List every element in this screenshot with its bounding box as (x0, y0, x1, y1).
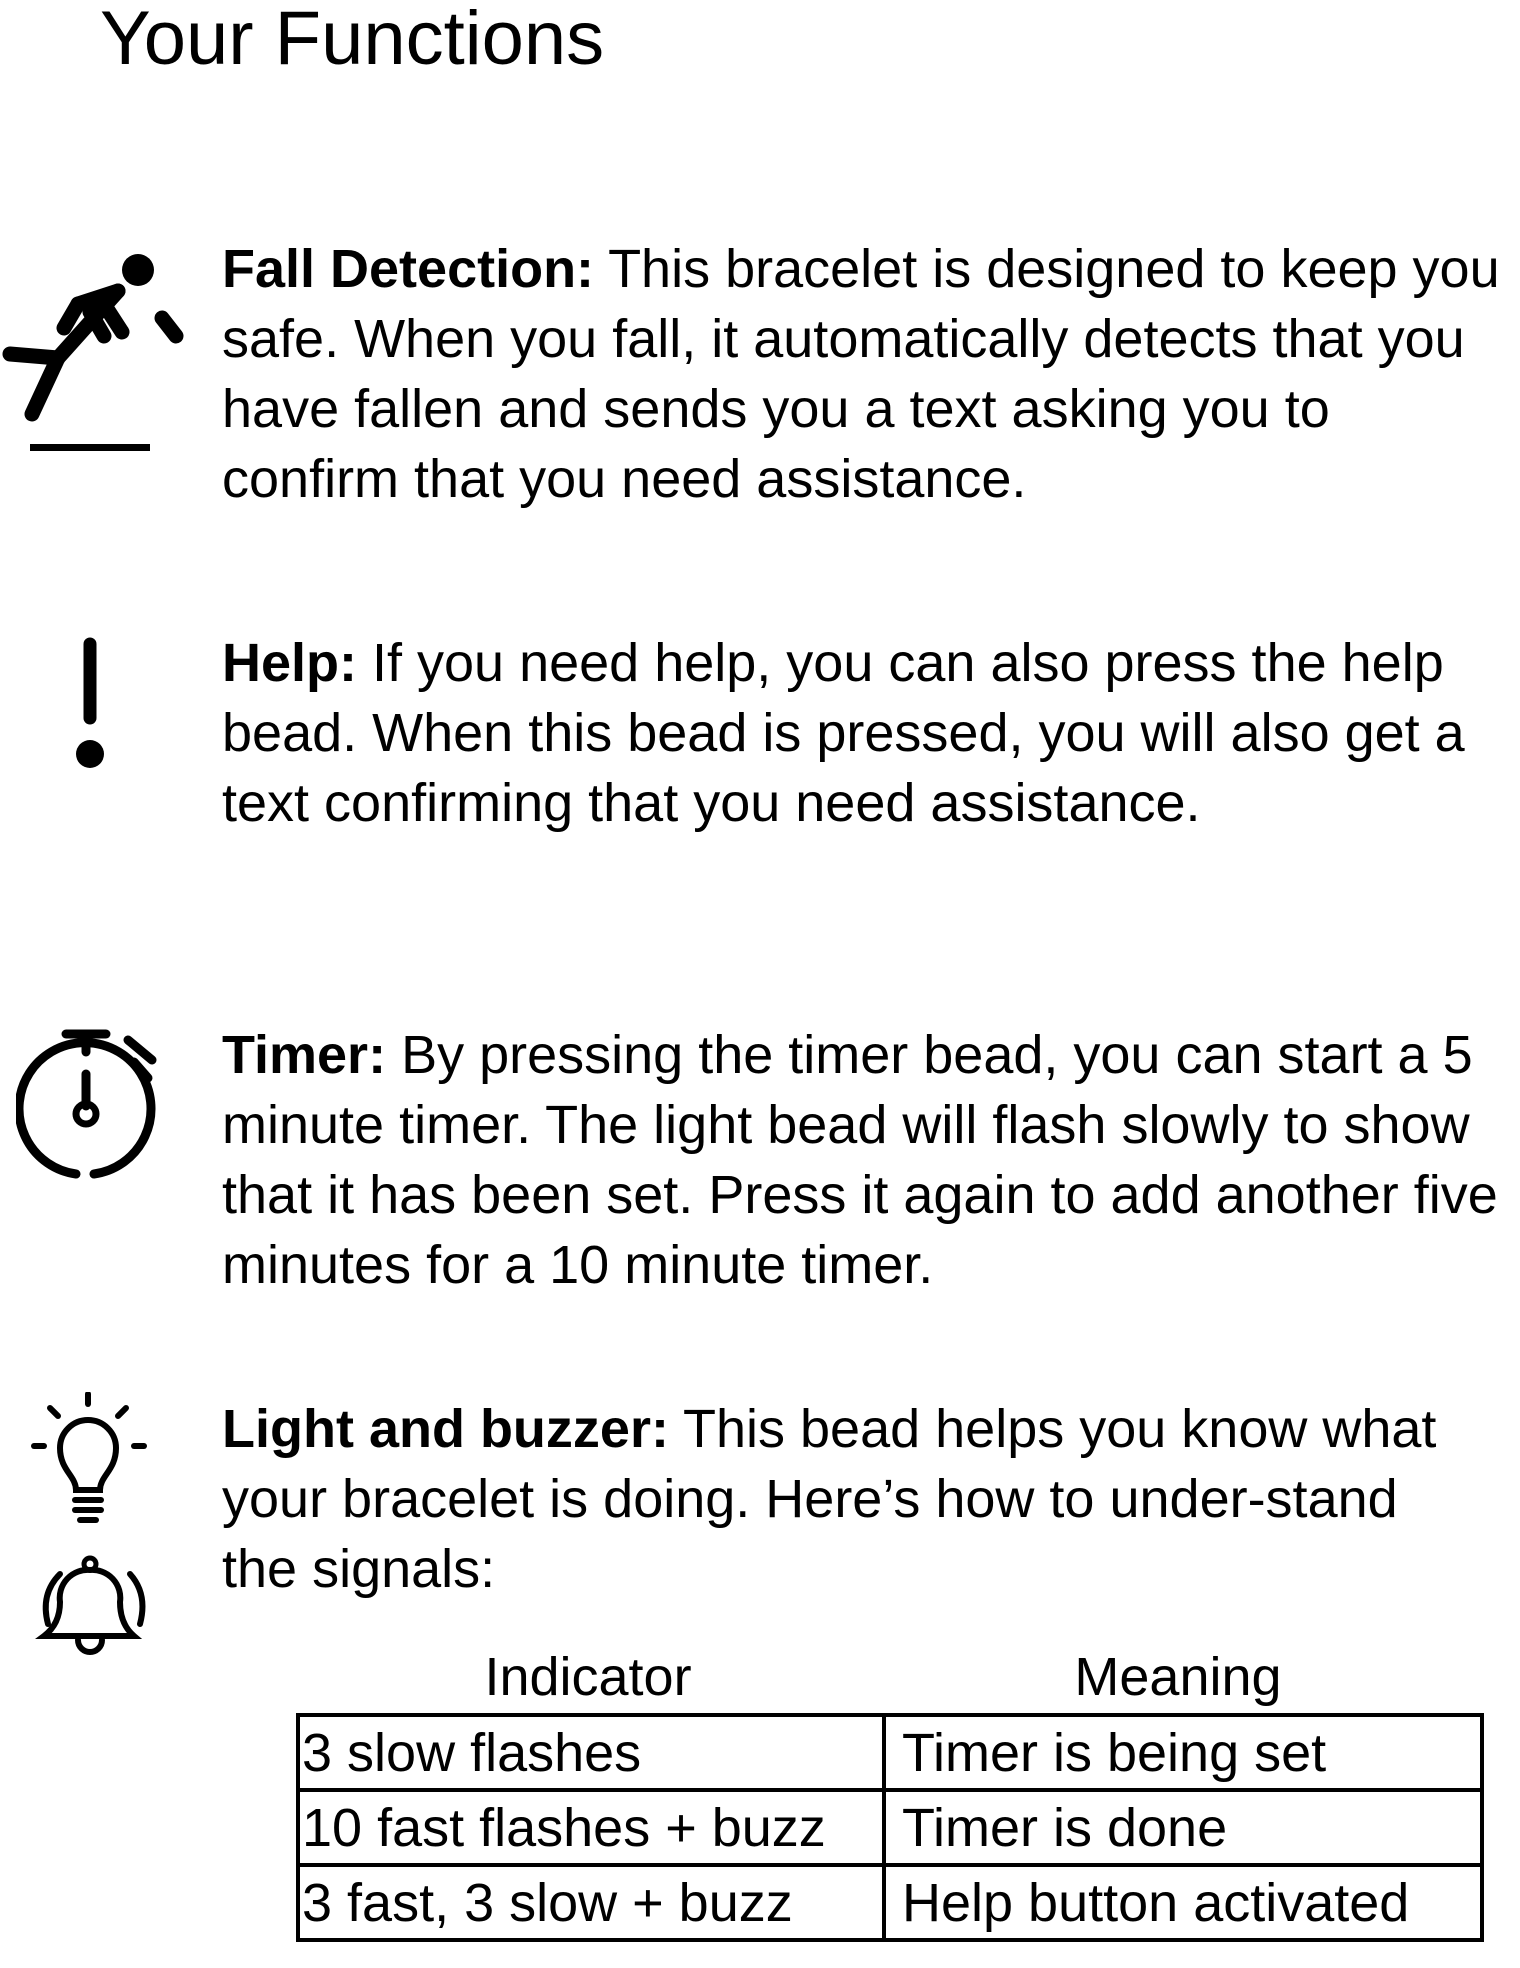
table-row (298, 1715, 1482, 1790)
table-cell-indicator: 10 fast flashes + buzz (298, 1790, 884, 1865)
section-body: If you need help, you can also press the help bead. When this bead is pressed, you will also get a text confirming that you need assistance. (222, 633, 1465, 833)
section-title: Light and buzzer: (222, 1399, 669, 1459)
section-body: By pressing the timer bead, you can start a 5 minute timer. The light bead will flash slowly to show that it has been set. Press it again to add another five minutes for a 10 minute timer. (222, 1025, 1498, 1295)
page-title: Your Functions (100, 0, 605, 81)
section-title: Timer: (222, 1025, 387, 1085)
table-cell-indicator: 3 fast, 3 slow + buzz (298, 1865, 884, 1940)
lightbulb-icon (30, 1392, 150, 1528)
table-cell-meaning: Timer is being set (884, 1715, 1482, 1790)
table-cell-meaning: Help button activated (884, 1865, 1482, 1940)
bell-icon (30, 1554, 150, 1666)
exclamation-icon (70, 636, 110, 772)
section-body: This bead helps you know what your bracelet is doing. Here’s how to under-stand the signals: (222, 1399, 1437, 1599)
stopwatch-icon (16, 1026, 166, 1186)
table-cell-indicator: 3 slow flashes (298, 1715, 884, 1790)
falling-person-icon (0, 248, 190, 460)
column-header-meaning: Meaning (1074, 1647, 1282, 1707)
table-row (298, 1790, 1482, 1865)
table-row (298, 1865, 1482, 1940)
section-title: Help: (222, 633, 357, 693)
column-header-indicator: Indicator (484, 1647, 692, 1707)
signals-table (296, 1713, 1484, 1942)
signals-table-headers (296, 1642, 1474, 1712)
section-title: Fall Detection: (222, 239, 595, 299)
table-cell-meaning: Timer is done (884, 1790, 1482, 1865)
section-body: This bracelet is designed to keep you safe. When you fall, it automatically detects that you have fallen and sends you a text asking you to confirm that you need assistance. (222, 239, 1500, 509)
